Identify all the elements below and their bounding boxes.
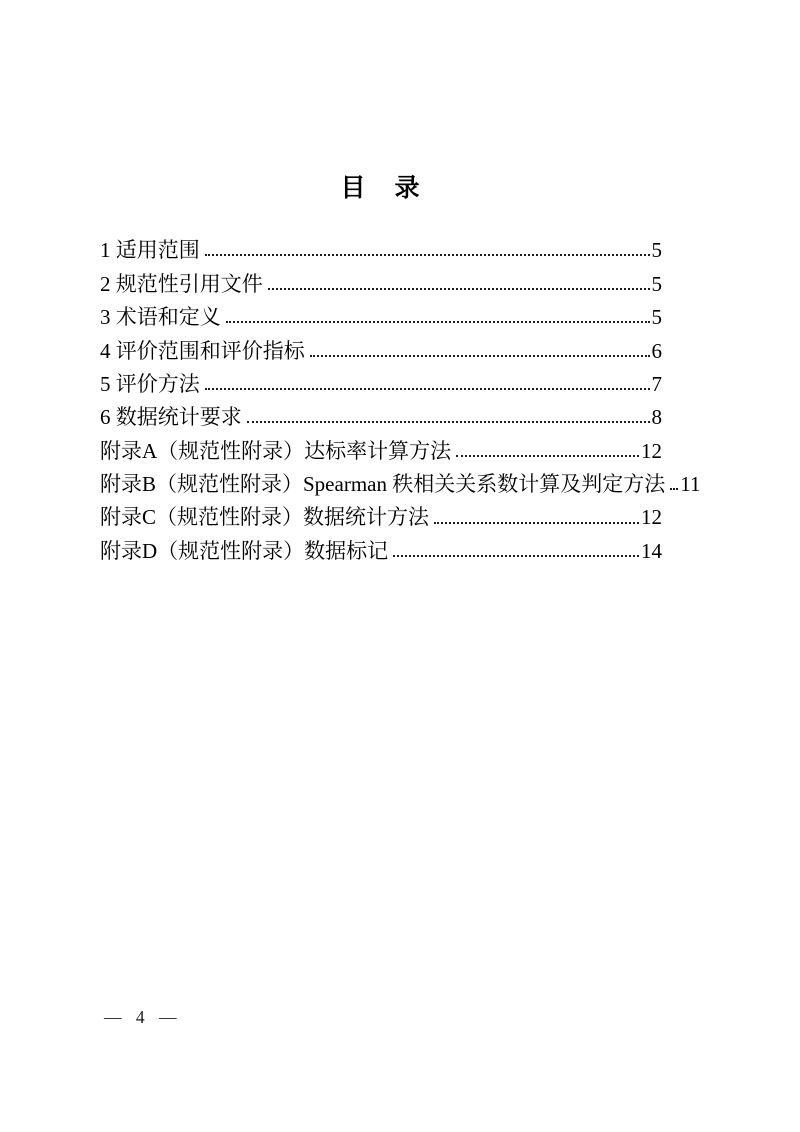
dotted-leader <box>205 254 650 256</box>
dotted-leader <box>393 555 639 557</box>
toc-entry-label: 1 适用范围 <box>100 238 200 263</box>
toc-entry <box>100 495 662 528</box>
toc-entry <box>100 462 701 497</box>
toc-entry <box>100 328 662 361</box>
toc-entry-label: 附录D（规范性附录）数据标记 <box>100 538 389 563</box>
toc-entry-label: 附录C（规范性附录）数据统计方法 <box>100 505 430 530</box>
dotted-leader <box>268 288 650 290</box>
toc-entry-page: 14 <box>641 538 662 563</box>
toc-entry <box>100 295 662 328</box>
toc-entry <box>100 362 662 395</box>
toc-entry-page: 5 <box>651 305 662 330</box>
page-title: 目 录 <box>340 175 422 202</box>
toc-entry <box>100 261 662 294</box>
dotted-leader <box>205 388 650 390</box>
dotted-leader <box>670 488 678 490</box>
toc-entry <box>100 228 662 261</box>
toc-entry-label: 5 评价方法 <box>100 371 200 396</box>
toc-entry-page: 5 <box>651 238 662 263</box>
toc-entry <box>100 529 662 562</box>
toc-entry <box>100 395 662 428</box>
toc-entry <box>100 428 662 461</box>
toc-entry-label: 4 评价范围和评价指标 <box>100 338 305 363</box>
toc-entry-label: 2 规范性引用文件 <box>100 271 263 296</box>
dotted-leader <box>247 421 650 423</box>
toc-entry-page: 12 <box>641 438 662 463</box>
toc-entry-label: 3 术语和定义 <box>100 305 221 330</box>
toc-entry-page: 12 <box>641 505 662 530</box>
toc-entry-label: 附录B（规范性附录）Spearman 秩相关关系数计算及判定方法 <box>100 472 666 497</box>
toc-entry-page: 6 <box>651 338 662 363</box>
table-of-contents <box>100 228 701 563</box>
toc-entry-page: 11 <box>680 472 701 497</box>
toc-entry-label: 附录A（规范性附录）达标率计算方法 <box>100 438 452 463</box>
toc-entry-page: 5 <box>651 271 662 296</box>
dotted-leader <box>456 455 639 457</box>
page-footer-number: — 4 — <box>104 1007 178 1027</box>
toc-entry-page: 8 <box>651 405 662 430</box>
dotted-leader <box>310 355 650 357</box>
dotted-leader <box>226 321 650 323</box>
toc-entry-page: 7 <box>651 371 662 396</box>
toc-entry-label: 6 数据统计要求 <box>100 405 242 430</box>
dotted-leader <box>434 522 639 524</box>
